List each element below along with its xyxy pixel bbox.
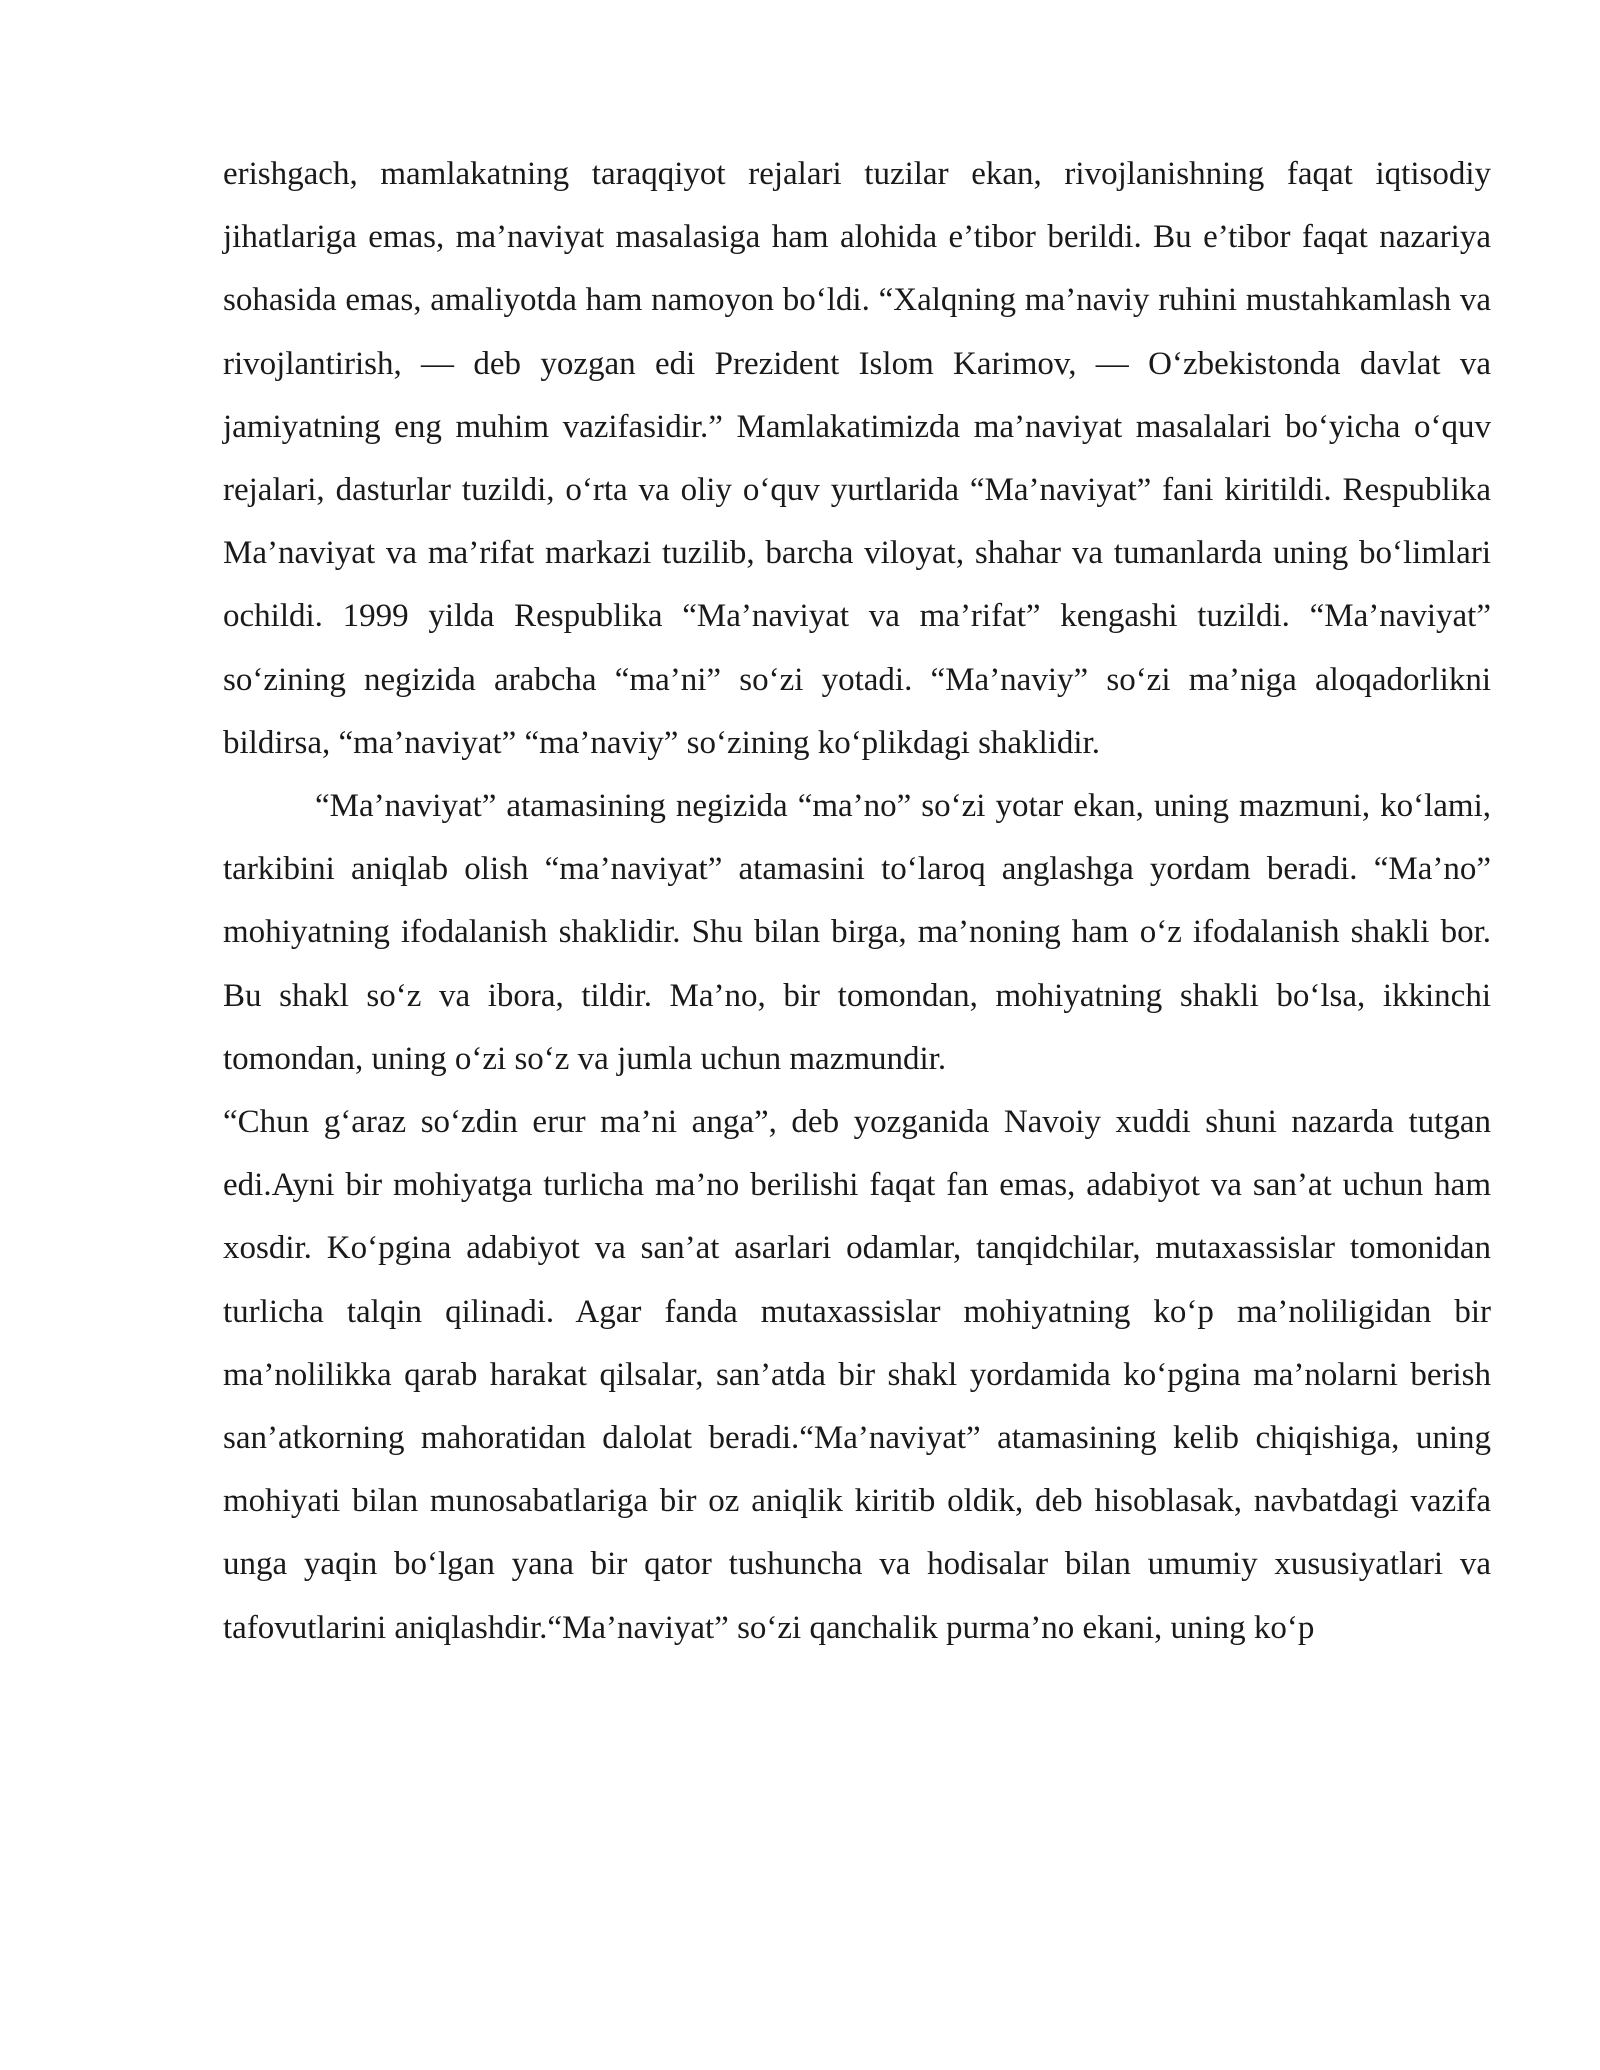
paragraph: “Ma’naviyat” atamasining negizida “ma’no” so‘zi yotar ekan, uning mazmuni, ko‘lami, tarkibini aniqlab olish “ma’naviyat” atamasini to‘laroq anglashga yordam beradi. “Ma’no” mohiyatning ifodalanish shaklidir. Shu bilan birga, ma’noning ham o‘z ifodalanish shakli bor. Bu shakl so‘z va ibora, tildir. Ma’no, bir tomondan, mohiyatning shakli bo‘lsa, ikkinchi tomondan, uning o‘zi so‘z va jumla uchun mazmundir. xyxy=(223,788,1491,1077)
paragraph: erishgach, mamlakatning taraqqiyot rejalari tuzilar ekan, rivojlanishning faqat iqtisodiy jihatlariga emas, ma’naviyat masalasiga ham alohida e’tibor berildi. Bu e’tibor faqat nazariya sohasida emas, amaliyotda ham namoyon bo‘ldi. “Xalqning ma’naviy ruhini mustahkamlash va rivojlantirish, — deb yozgan edi Prezident Islom Karimov, — O‘zbekistonda davlat va jamiyatning eng muhim vazifasidir.” Mamlakatimizda ma’naviyat masalalari bo‘yicha o‘quv rejalari, dasturlar tuzildi, o‘rta va oliy o‘quv yurtlarida “Ma’naviyat” fani kiritildi. Respublika Ma’naviyat va ma’rifat markazi tuzilib, barcha viloyat, shahar va tumanlarda uning bo‘limlari ochildi. 1999 yilda Respublika “Ma’naviyat va ma’rifat” kengashi tuzildi. “Ma’naviyat” so‘zining negizida arabcha “ma’ni” so‘zi yotadi. “Ma’naviy” so‘zi ma’niga aloqadorlikni bildirsa, “ma’naviyat” “ma’naviy” so‘zining ko‘plikdagi shaklidir. xyxy=(223,156,1491,761)
paragraph: “Chun g‘araz so‘zdin erur ma’ni anga”, deb yozganida Navoiy xuddi shuni nazarda tutgan edi.Ayni bir mohiyatga turlicha ma’no berilishi faqat fan emas, adabiyot va san’at uchun ham xosdir. Ko‘pgina adabiyot va san’at asarlari odamlar, tanqidchilar, mutaxassislar tomonidan turlicha talqin qilinadi. Agar fanda mutaxassislar mohiyatning ko‘p ma’noliligidan bir ma’nolilikka qarab harakat qilsalar, san’atda bir shakl yordamida ko‘pgina ma’nolarni berish san’atkorning mahoratidan dalolat beradi.“Ma’naviyat” atamasining kelib chiqishiga, uning mohiyati bilan munosabatlariga bir oz aniqlik kiritib oldik, deb hisoblasak, navbatdagi vazifa unga yaqin bo‘lgan yana bir qator tushuncha va hodisalar bilan umumiy xususiyatlari va tafovutlarini aniqlashdir.“Ma’naviyat” so‘zi qanchalik purma’no ekani, uning ko‘p xyxy=(223,1104,1491,1646)
body-text xyxy=(223,143,1491,1660)
